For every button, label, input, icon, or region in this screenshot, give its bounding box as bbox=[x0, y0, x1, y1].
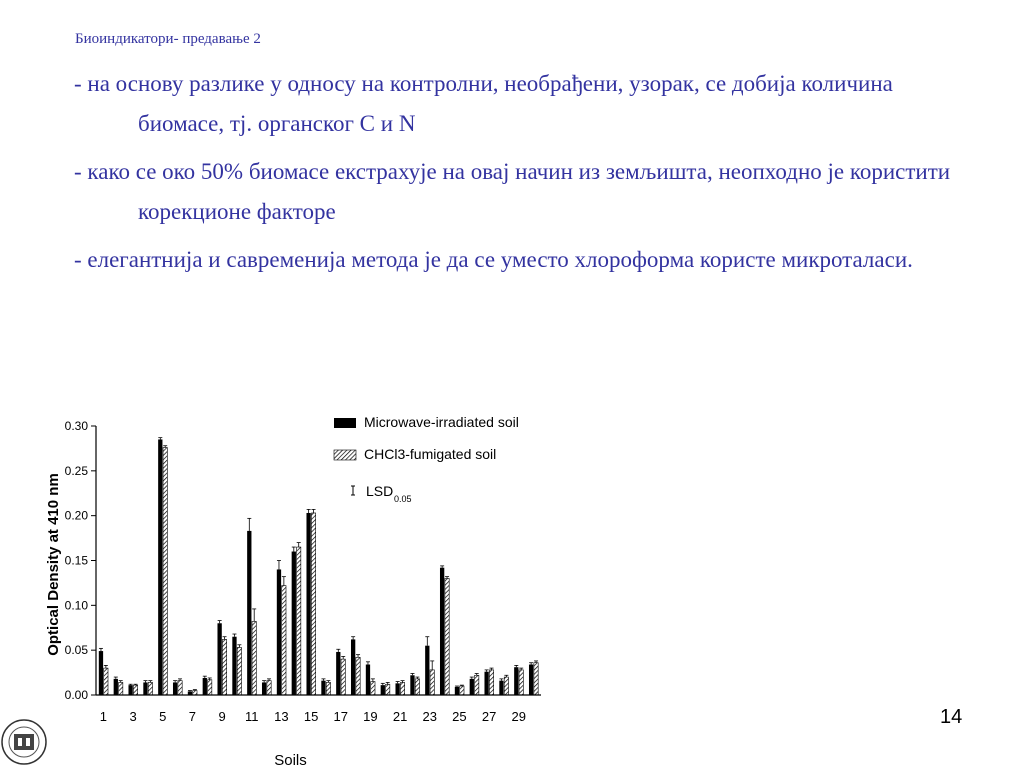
bar-chcl3 bbox=[430, 670, 434, 695]
x-axis-title: Soils bbox=[274, 752, 307, 768]
bar-chcl3 bbox=[504, 677, 508, 695]
x-tick-label: 29 bbox=[511, 709, 526, 724]
x-tick-label: 15 bbox=[303, 709, 319, 724]
bar-microwave bbox=[381, 685, 385, 695]
bar-microwave bbox=[470, 679, 474, 695]
bar-microwave bbox=[351, 639, 355, 695]
x-tick-label: 27 bbox=[481, 709, 497, 724]
y-tick-label: 0.30 bbox=[64, 419, 88, 433]
bar-microwave bbox=[529, 665, 533, 695]
x-tick-label: 5 bbox=[159, 709, 167, 724]
bar-chcl3 bbox=[237, 647, 241, 695]
bar-chcl3 bbox=[475, 675, 479, 695]
y-axis-title: Optical Density at 410 nm bbox=[45, 473, 62, 656]
bar-chcl3 bbox=[297, 547, 301, 695]
bar-chcl3 bbox=[252, 621, 256, 695]
bar-microwave bbox=[262, 682, 266, 695]
x-tick-label: 3 bbox=[129, 709, 137, 724]
bar-microwave bbox=[277, 569, 281, 695]
y-tick-label: 0.20 bbox=[64, 508, 88, 523]
bar-microwave bbox=[217, 623, 221, 695]
bar-microwave bbox=[203, 678, 207, 695]
x-tick-label: 13 bbox=[274, 709, 289, 724]
bar-chcl3 bbox=[356, 657, 360, 695]
bar-chcl3 bbox=[119, 682, 123, 695]
bar-microwave bbox=[425, 646, 429, 695]
bar-microwave bbox=[455, 687, 459, 695]
bar-microwave bbox=[440, 568, 444, 695]
bar-chcl3 bbox=[415, 679, 419, 695]
bar-chcl3 bbox=[208, 680, 212, 695]
bar-microwave bbox=[173, 682, 177, 695]
x-tick-label: 17 bbox=[333, 709, 348, 724]
slide-header: Биоиндикатори- предавање 2 bbox=[75, 31, 261, 47]
legend-label-lsd-subscript: 0.05 bbox=[394, 494, 412, 504]
bullet-item: - како се око 50% биомасе екстрахује на овај начин из земљишта, неопходно је користити корекционе факторе bbox=[74, 159, 951, 224]
y-tick-label: 0.00 bbox=[64, 688, 88, 702]
bar-microwave bbox=[336, 652, 340, 695]
bar-chcl3 bbox=[148, 682, 152, 695]
bar-microwave bbox=[143, 682, 147, 695]
bar-chcl3 bbox=[104, 668, 108, 695]
bar-microwave bbox=[499, 681, 503, 695]
legend-swatch-chcl3 bbox=[334, 450, 356, 460]
bar-microwave bbox=[99, 651, 103, 695]
page-number: 14 bbox=[940, 706, 963, 728]
x-tick-label: 7 bbox=[188, 709, 197, 724]
x-tick-label: 23 bbox=[422, 709, 437, 724]
legend-label-chcl3: CHCl3-fumigated soil bbox=[364, 446, 497, 462]
x-tick-label: 21 bbox=[392, 709, 408, 724]
legend-label-lsd: LSD bbox=[366, 483, 394, 499]
bullet-list bbox=[74, 64, 974, 288]
y-tick-label: 0.10 bbox=[64, 598, 88, 613]
bar-chcl3 bbox=[519, 670, 523, 695]
bar-chcl3 bbox=[371, 682, 375, 695]
bar-chcl3 bbox=[282, 586, 286, 695]
bar-chcl3 bbox=[386, 684, 390, 695]
bar-chcl3 bbox=[133, 685, 137, 695]
bar-chcl3 bbox=[326, 682, 330, 695]
bar-chcl3 bbox=[222, 639, 226, 695]
bar-microwave bbox=[395, 683, 399, 695]
bar-microwave bbox=[514, 667, 518, 695]
bar-microwave bbox=[321, 681, 325, 695]
bar-chcl3 bbox=[445, 578, 449, 695]
bar-microwave bbox=[247, 531, 251, 695]
legend-label-microwave: Microwave-irradiated soil bbox=[364, 414, 519, 430]
bar-chcl3 bbox=[267, 681, 271, 695]
y-tick-label: 0.25 bbox=[64, 463, 88, 478]
bar-chcl3 bbox=[163, 448, 167, 695]
bar-chcl3 bbox=[460, 686, 464, 695]
x-tick-label: 19 bbox=[363, 709, 378, 724]
bar-chcl3 bbox=[341, 659, 345, 695]
x-tick-label: 11 bbox=[245, 709, 259, 724]
bullet-item: - на основу разлике у односу на контролни, необрађени, узорак, се добија количина биомасе, тј. органског C и N bbox=[74, 71, 893, 136]
bar-microwave bbox=[158, 439, 162, 695]
bar-chcl3 bbox=[534, 663, 538, 695]
bar-microwave bbox=[128, 685, 132, 695]
bar-microwave bbox=[114, 679, 118, 695]
y-tick-label: 0.15 bbox=[64, 553, 88, 568]
x-tick-label: 25 bbox=[452, 709, 467, 724]
bar-chcl3 bbox=[178, 681, 182, 695]
optical-density-chart bbox=[36, 404, 556, 768]
bullet-item: - елегантнија и савременија метода је да се уместо хлороформа користе микроталаси. bbox=[74, 247, 913, 272]
y-tick-label: 0.05 bbox=[64, 643, 88, 658]
bar-microwave bbox=[232, 637, 236, 695]
bar-microwave bbox=[306, 513, 310, 695]
bar-microwave bbox=[410, 675, 414, 695]
bar-microwave bbox=[292, 552, 296, 695]
bar-microwave bbox=[484, 672, 488, 695]
bar-chcl3 bbox=[400, 682, 404, 695]
legend-swatch-microwave bbox=[334, 418, 356, 428]
bar-microwave bbox=[366, 665, 370, 695]
bar-chcl3 bbox=[489, 670, 493, 695]
bar-chcl3 bbox=[311, 513, 315, 695]
university-seal-logo bbox=[0, 712, 54, 768]
x-tick-label: 1 bbox=[99, 709, 108, 724]
x-tick-label: 9 bbox=[218, 709, 226, 724]
bar-chcl3 bbox=[193, 691, 197, 695]
